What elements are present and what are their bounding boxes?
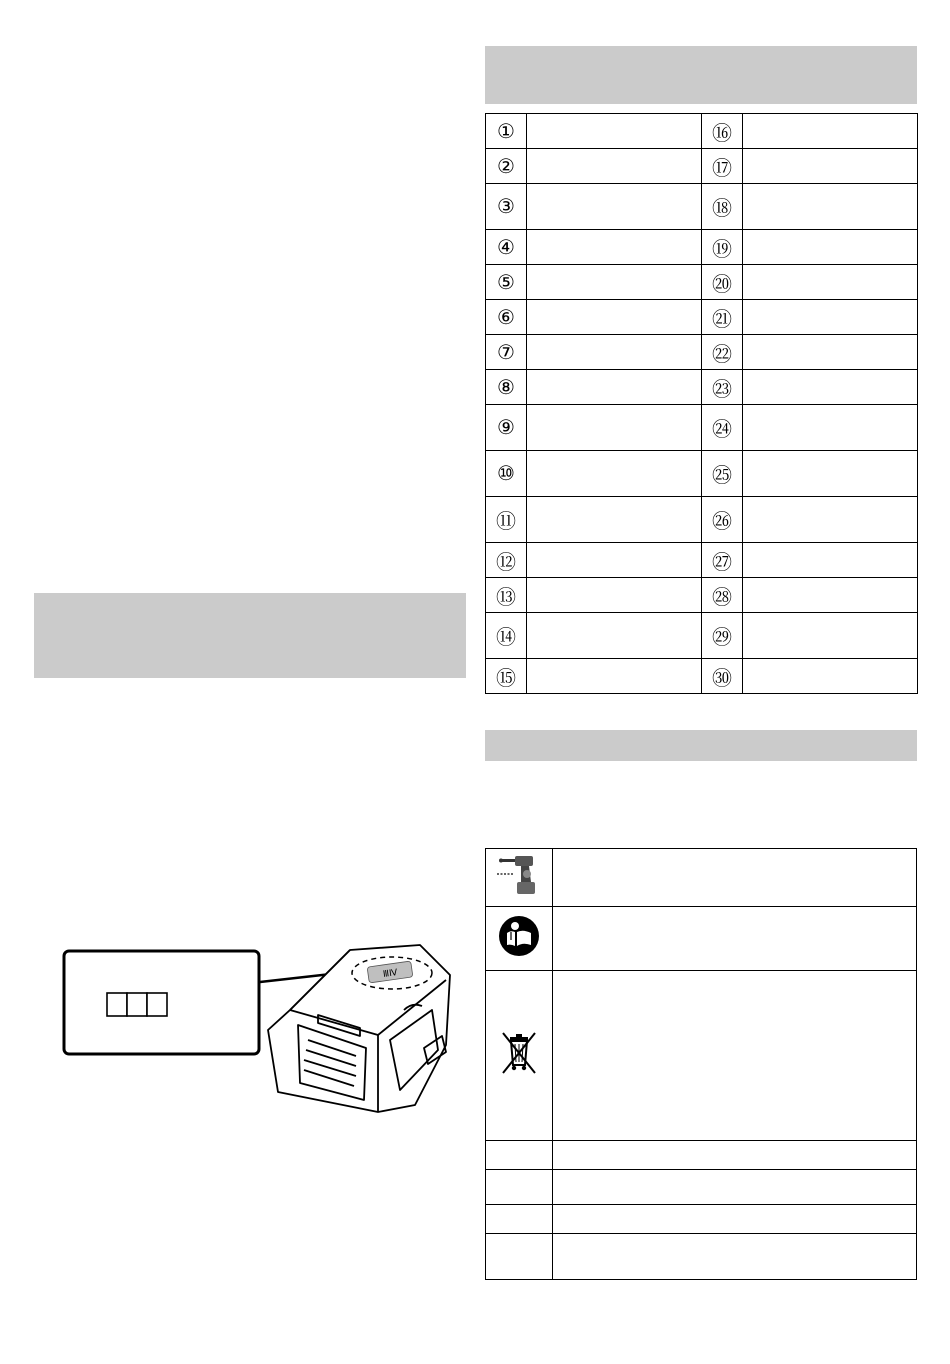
part-name-right [743, 613, 918, 659]
part-name-right [743, 300, 918, 335]
symbol-icon-cell [486, 971, 553, 1141]
parts-row [486, 543, 918, 578]
symbol-row [486, 971, 917, 1141]
symbol-description [553, 1205, 917, 1234]
part-number-left: ⑮ [486, 659, 527, 694]
part-number-right: ㉙ [702, 613, 743, 659]
part-number-left: ⑤ [486, 265, 527, 300]
parts-row [486, 114, 918, 149]
part-name-right [743, 497, 918, 543]
part-name-right [743, 451, 918, 497]
part-number-right: ㉗ [702, 543, 743, 578]
part-number-right: ㉔ [702, 405, 743, 451]
label-plate-marking: ⅢⅣ [382, 967, 399, 979]
part-number-right: ⑰ [702, 149, 743, 184]
part-name-right [743, 114, 918, 149]
parts-row [486, 184, 918, 230]
symbol-row [486, 1170, 917, 1205]
symbol-description [553, 907, 917, 971]
symbol-code-cell [486, 1205, 553, 1234]
section-heading-band-names-of-parts [485, 46, 917, 104]
part-name-left [527, 659, 702, 694]
part-name-right [743, 543, 918, 578]
symbol-description [553, 1170, 917, 1205]
part-number-left: ⑬ [486, 578, 527, 613]
part-name-left [527, 149, 702, 184]
parts-row [486, 300, 918, 335]
part-number-right: ㉑ [702, 300, 743, 335]
part-number-right: ⑲ [702, 230, 743, 265]
parts-row [486, 149, 918, 184]
part-number-left: ② [486, 149, 527, 184]
part-number-left: ⑦ [486, 335, 527, 370]
manufacture-code-boxes [107, 993, 167, 1016]
part-number-right: ⑯ [702, 114, 743, 149]
section-heading-band-symbols [485, 730, 917, 761]
part-name-left [527, 613, 702, 659]
symbols-table [485, 848, 917, 1280]
part-name-left [527, 335, 702, 370]
part-number-left: ⑭ [486, 613, 527, 659]
tool-illustration-icon [497, 852, 541, 898]
parts-row [486, 613, 918, 659]
part-name-left [527, 184, 702, 230]
part-name-left [527, 543, 702, 578]
part-name-left [527, 114, 702, 149]
parts-list-table [485, 113, 918, 694]
part-number-right: ㉓ [702, 370, 743, 405]
part-name-right [743, 230, 918, 265]
parts-row [486, 370, 918, 405]
part-name-left [527, 578, 702, 613]
weee-crossed-bin-icon [499, 1031, 539, 1075]
part-name-left [527, 265, 702, 300]
parts-row [486, 578, 918, 613]
part-number-left: ③ [486, 184, 527, 230]
part-number-right: ⑳ [702, 265, 743, 300]
parts-row [486, 265, 918, 300]
part-number-left: ⑪ [486, 497, 527, 543]
part-name-left [527, 370, 702, 405]
parts-row [486, 335, 918, 370]
symbol-row [486, 849, 917, 907]
part-name-right [743, 265, 918, 300]
symbol-description [553, 849, 917, 907]
symbol-row [486, 907, 917, 971]
part-number-left: ④ [486, 230, 527, 265]
parts-row [486, 451, 918, 497]
parts-row [486, 497, 918, 543]
part-number-left: ⑨ [486, 405, 527, 451]
symbol-row [486, 1234, 917, 1280]
symbol-code-cell [486, 1141, 553, 1170]
parts-row [486, 405, 918, 451]
battery-body [268, 945, 450, 1112]
symbol-description [553, 1141, 917, 1170]
parts-row [486, 230, 918, 265]
symbol-row [486, 1205, 917, 1234]
part-name-left [527, 405, 702, 451]
part-name-right [743, 149, 918, 184]
part-number-right: ㉒ [702, 335, 743, 370]
symbol-description [553, 971, 917, 1141]
part-number-left: ⑥ [486, 300, 527, 335]
symbol-icon-cell [486, 849, 553, 907]
part-number-right: ㉚ [702, 659, 743, 694]
part-number-right: ⑱ [702, 184, 743, 230]
part-name-right [743, 335, 918, 370]
symbol-code-cell [486, 1170, 553, 1205]
part-name-right [743, 370, 918, 405]
part-number-left: ① [486, 114, 527, 149]
symbol-row [486, 1141, 917, 1170]
part-name-left [527, 497, 702, 543]
read-manual-icon [498, 915, 540, 957]
symbol-description [553, 1234, 917, 1280]
part-name-right [743, 578, 918, 613]
part-number-right: ㉖ [702, 497, 743, 543]
part-name-right [743, 659, 918, 694]
part-name-right [743, 184, 918, 230]
symbol-icon-cell [486, 907, 553, 971]
part-name-right [743, 405, 918, 451]
part-name-left [527, 451, 702, 497]
part-name-left [527, 300, 702, 335]
part-number-right: ㉕ [702, 451, 743, 497]
part-name-left [527, 230, 702, 265]
symbol-code-cell [486, 1234, 553, 1280]
part-number-left: ⑧ [486, 370, 527, 405]
battery-label-illustration [60, 940, 470, 1120]
parts-row [486, 659, 918, 694]
part-number-left: ⑩ [486, 451, 527, 497]
section-heading-band-left [34, 593, 466, 678]
part-number-left: ⑫ [486, 543, 527, 578]
part-number-right: ㉘ [702, 578, 743, 613]
